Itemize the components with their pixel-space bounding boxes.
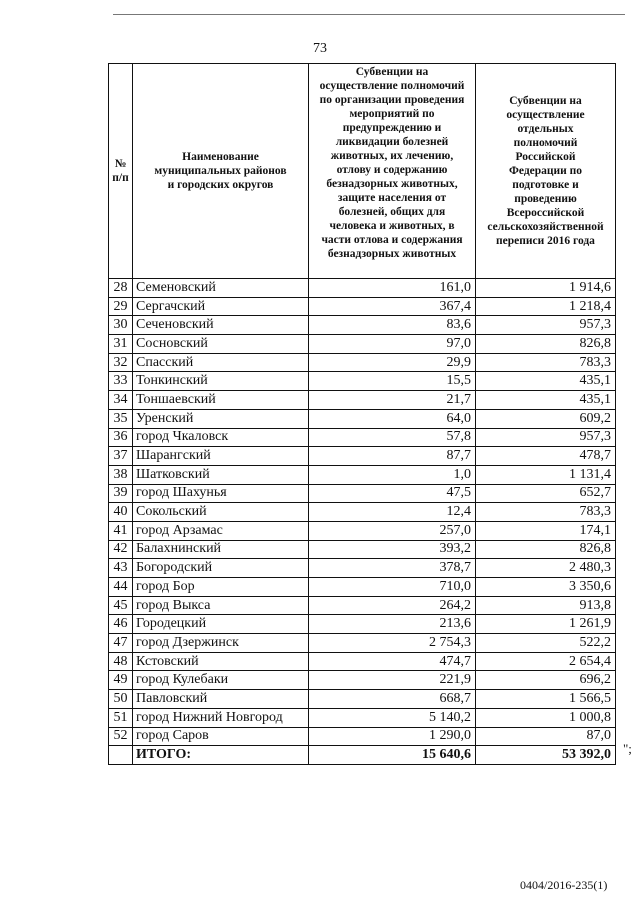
subsidy-animals-value: 393,2: [309, 540, 476, 559]
subsidy-table: [108, 63, 616, 765]
total-label: ИТОГО:: [133, 746, 309, 765]
row-number: 49: [109, 671, 133, 690]
district-name: город Нижний Новгород: [133, 708, 309, 727]
district-name: Сокольский: [133, 503, 309, 522]
subsidy-census-value: 435,1: [476, 372, 616, 391]
subsidy-census-value: 957,3: [476, 316, 616, 335]
table-row: [109, 559, 616, 578]
row-number: 34: [109, 391, 133, 410]
district-name: город Арзамас: [133, 521, 309, 540]
total-subsidy-census: 53 392,0: [476, 746, 616, 765]
row-number: 45: [109, 596, 133, 615]
row-number: 29: [109, 297, 133, 316]
subsidy-animals-value: 97,0: [309, 335, 476, 354]
table-row: [109, 690, 616, 709]
subsidy-census-value: 435,1: [476, 391, 616, 410]
table-row: [109, 279, 616, 298]
district-name: Уренский: [133, 409, 309, 428]
district-name: Тонкинский: [133, 372, 309, 391]
subsidy-animals-value: 2 754,3: [309, 634, 476, 653]
subsidy-census-value: 2 480,3: [476, 559, 616, 578]
subsidy-animals-value: 64,0: [309, 409, 476, 428]
subsidy-animals-value: 1,0: [309, 465, 476, 484]
subsidy-census-value: 783,3: [476, 353, 616, 372]
page-number: 73: [313, 41, 327, 56]
subsidy-animals-value: 668,7: [309, 690, 476, 709]
district-name: Сосновский: [133, 335, 309, 354]
table-row: [109, 391, 616, 410]
table-row: [109, 335, 616, 354]
subsidy-animals-value: 29,9: [309, 353, 476, 372]
total-subsidy-animals: 15 640,6: [309, 746, 476, 765]
table-row: [109, 652, 616, 671]
subsidy-census-value: 1 914,6: [476, 279, 616, 298]
subsidy-census-value: 1 261,9: [476, 615, 616, 634]
district-name: Семеновский: [133, 279, 309, 298]
header-num: № п/п: [109, 64, 133, 279]
header-row: [109, 64, 616, 279]
subsidy-animals-value: 57,8: [309, 428, 476, 447]
table-row: [109, 316, 616, 335]
table-row: [109, 596, 616, 615]
subsidy-animals-value: 87,7: [309, 447, 476, 466]
table-row: [109, 540, 616, 559]
subsidy-animals-value: 474,7: [309, 652, 476, 671]
row-number: 47: [109, 634, 133, 653]
table-row: [109, 465, 616, 484]
subsidy-census-value: 609,2: [476, 409, 616, 428]
subsidy-animals-value: 221,9: [309, 671, 476, 690]
table-row: [109, 671, 616, 690]
row-number: 42: [109, 540, 133, 559]
row-number: 28: [109, 279, 133, 298]
subsidy-census-value: 913,8: [476, 596, 616, 615]
subsidy-animals-value: 378,7: [309, 559, 476, 578]
row-number: 32: [109, 353, 133, 372]
subsidy-animals-value: 1 290,0: [309, 727, 476, 746]
row-number: 39: [109, 484, 133, 503]
subsidy-animals-value: 264,2: [309, 596, 476, 615]
subsidy-census-value: 2 654,4: [476, 652, 616, 671]
row-number: 41: [109, 521, 133, 540]
subsidy-animals-value: 161,0: [309, 279, 476, 298]
subsidy-census-value: 87,0: [476, 727, 616, 746]
table-row: [109, 521, 616, 540]
subsidy-animals-value: 5 140,2: [309, 708, 476, 727]
subsidy-animals-value: 83,6: [309, 316, 476, 335]
row-number: 46: [109, 615, 133, 634]
table-row: [109, 615, 616, 634]
header-subsidy-census: Субвенции на осуществление отдельных полномочий Российской Федерации по подготовке и проведению Всероссийской сельскохозяйственной переписи 2016 года: [476, 64, 616, 279]
row-number: 40: [109, 503, 133, 522]
district-name: город Чкаловск: [133, 428, 309, 447]
row-number: 37: [109, 447, 133, 466]
district-name: город Бор: [133, 578, 309, 597]
subsidy-census-value: 957,3: [476, 428, 616, 447]
table-row: [109, 634, 616, 653]
district-name: Шатковский: [133, 465, 309, 484]
total-number-cell: [109, 746, 133, 765]
row-number: 48: [109, 652, 133, 671]
district-name: Сергачский: [133, 297, 309, 316]
closing-quote-mark: ";: [623, 741, 632, 756]
table-row: [109, 484, 616, 503]
row-number: 35: [109, 409, 133, 428]
table-row: [109, 503, 616, 522]
subsidy-census-value: 696,2: [476, 671, 616, 690]
subsidy-animals-value: 213,6: [309, 615, 476, 634]
district-name: Павловский: [133, 690, 309, 709]
table-row: [109, 372, 616, 391]
header-subsidy-animals: Субвенции на осуществление полномочий по организации проведения мероприятий по предупреждению и ликвидации болезней животных, их лечению, отлову и содержанию безнадзорных животных, защите населения от болезней, общих для человека и животных, в части отлова и содержания безнадзорных животных: [309, 64, 476, 279]
table-row: [109, 297, 616, 316]
subsidy-census-value: 3 350,6: [476, 578, 616, 597]
district-name: Спасский: [133, 353, 309, 372]
subsidy-animals-value: 257,0: [309, 521, 476, 540]
subsidy-census-value: 1 000,8: [476, 708, 616, 727]
table-row: [109, 578, 616, 597]
row-number: 38: [109, 465, 133, 484]
district-name: город Выкса: [133, 596, 309, 615]
table-row: [109, 428, 616, 447]
subsidy-census-value: 1 218,4: [476, 297, 616, 316]
district-name: Тоншаевский: [133, 391, 309, 410]
district-name: Балахнинский: [133, 540, 309, 559]
table-row: [109, 409, 616, 428]
subsidy-census-value: 522,2: [476, 634, 616, 653]
subsidy-census-value: 478,7: [476, 447, 616, 466]
table-row: [109, 727, 616, 746]
district-name: Кстовский: [133, 652, 309, 671]
subsidy-animals-value: 47,5: [309, 484, 476, 503]
subsidy-census-value: 783,3: [476, 503, 616, 522]
district-name: Богородский: [133, 559, 309, 578]
district-name: город Дзержинск: [133, 634, 309, 653]
header-name: Наименование муниципальных районов и городских округов: [133, 64, 309, 279]
top-rule: [113, 14, 625, 15]
table-row: [109, 708, 616, 727]
subsidy-census-value: 1 131,4: [476, 465, 616, 484]
subsidy-census-value: 826,8: [476, 540, 616, 559]
subsidy-census-value: 652,7: [476, 484, 616, 503]
row-number: 43: [109, 559, 133, 578]
row-number: 31: [109, 335, 133, 354]
subsidy-animals-value: 367,4: [309, 297, 476, 316]
district-name: город Шахунья: [133, 484, 309, 503]
district-name: город Кулебаки: [133, 671, 309, 690]
subsidy-animals-value: 21,7: [309, 391, 476, 410]
document-code: 0404/2016-235(1): [520, 878, 608, 892]
district-name: город Саров: [133, 727, 309, 746]
subsidy-animals-value: 12,4: [309, 503, 476, 522]
row-number: 33: [109, 372, 133, 391]
row-number: 51: [109, 708, 133, 727]
row-number: 52: [109, 727, 133, 746]
district-name: Городецкий: [133, 615, 309, 634]
subsidy-census-value: 1 566,5: [476, 690, 616, 709]
subsidy-animals-value: 15,5: [309, 372, 476, 391]
row-number: 36: [109, 428, 133, 447]
row-number: 50: [109, 690, 133, 709]
table-row: [109, 353, 616, 372]
row-number: 44: [109, 578, 133, 597]
district-name: Сеченовский: [133, 316, 309, 335]
district-name: Шарангский: [133, 447, 309, 466]
row-number: 30: [109, 316, 133, 335]
subsidy-census-value: 826,8: [476, 335, 616, 354]
subsidy-animals-value: 710,0: [309, 578, 476, 597]
table-row: [109, 447, 616, 466]
subsidy-census-value: 174,1: [476, 521, 616, 540]
total-row: [109, 746, 616, 765]
